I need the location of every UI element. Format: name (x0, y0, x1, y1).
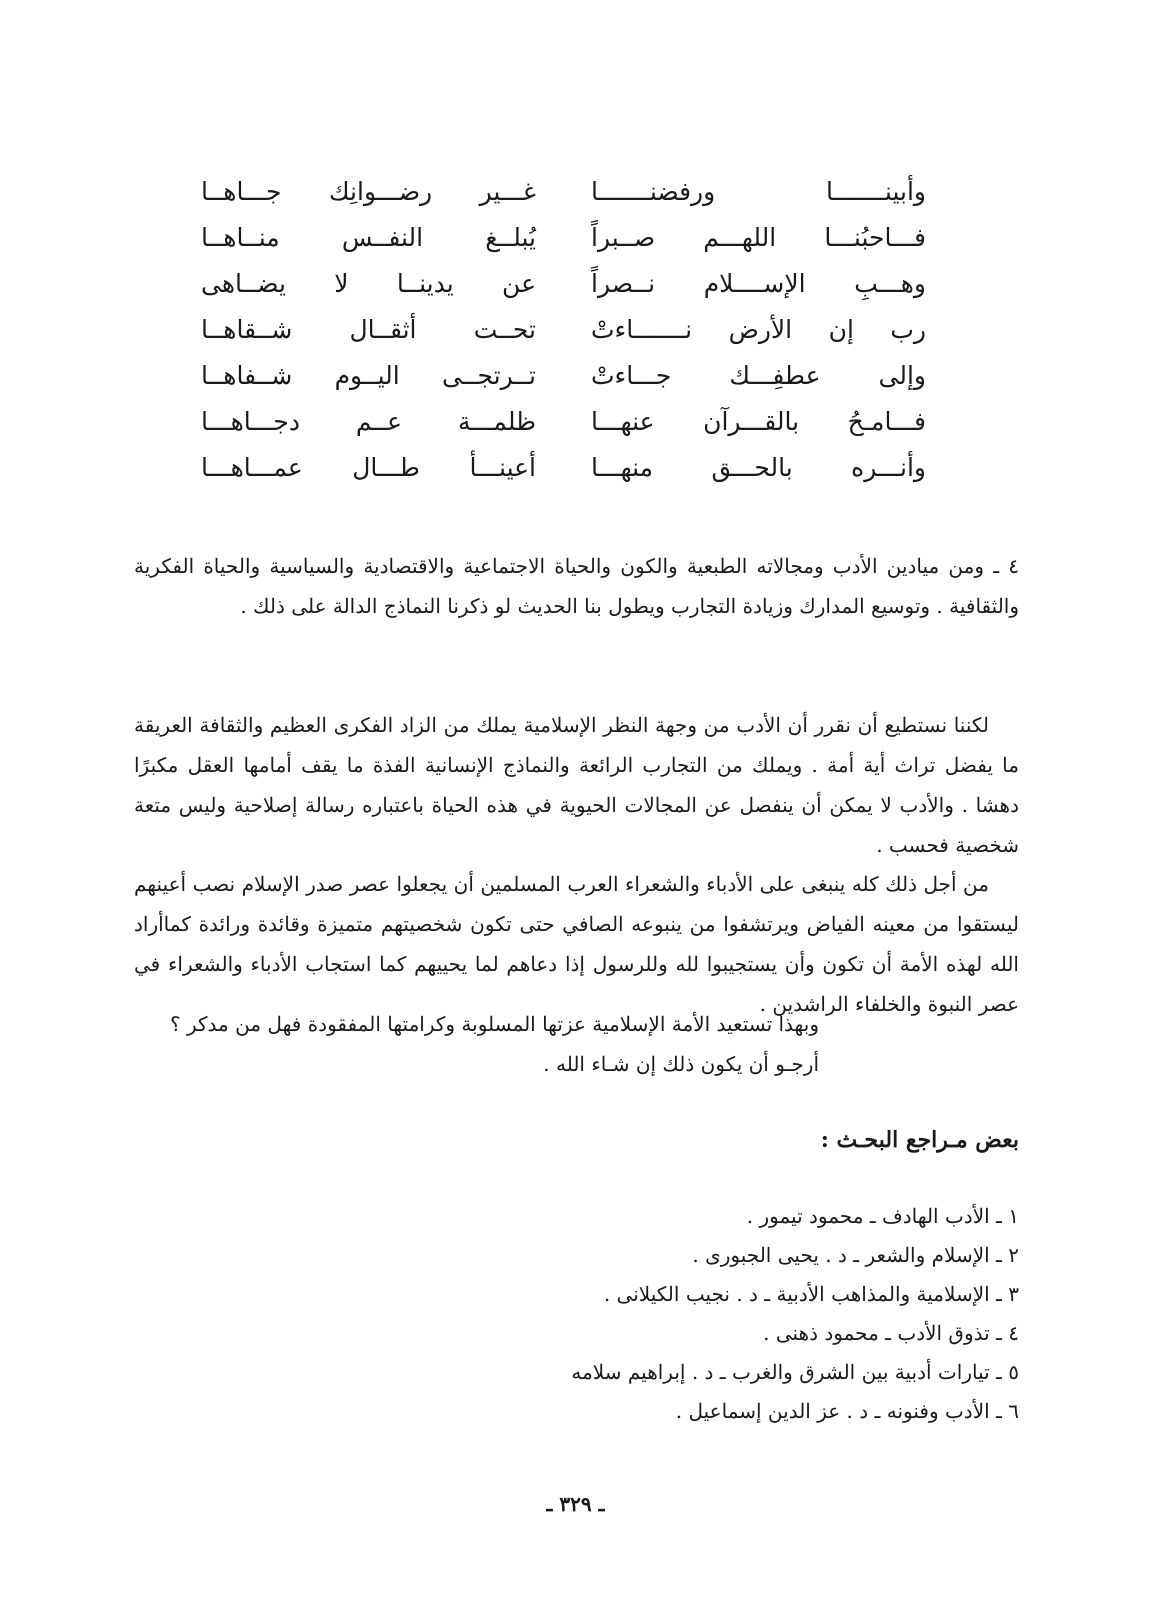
paragraph-conclusion: لكننا نستطيع أن نقرر أن الأدب من وجهة النظر الإسلامية يملك من الزاد الفكرى العظيم والثقافة العريقة ما يفضل تراث أية أمة . ويملك من التجارب الرائعة والنماذج الإنسانية الفذة ما يقف أمامها العقل مكبرًا دهشا . والأدب لا يمكن أن ينفصل عن المجالات الحيوية في هذه الحياة باعتباره رسالة إصلاحية وليس متعة شخصية فحسب . (134, 713, 1019, 857)
reference-item: ٥ ـ تيارات أدبية بين الشرق والغرب ـ د . إبراهيم سلامه (571, 1360, 1019, 1384)
poem-hemistich-left: أعينـــأ طـــال عمـــاهـــا (201, 452, 536, 482)
references-heading: بعض مـراجع البحـث : (820, 1127, 1019, 1153)
poem-hemistich-right: رب إن الأرض نـــــــاءتْ (591, 314, 926, 344)
poem-hemistich-left: تحــت أثقــال شــقاهــا (201, 314, 536, 344)
poem-verse (201, 168, 926, 214)
poem-hemistich-right: وإلى عطفِـــك جـــاءتْ (591, 360, 926, 390)
poem-hemistich-left: غـــير رضـــوانِك جـــاهــا (201, 176, 536, 206)
poem-verse (201, 214, 926, 260)
reference-item: ٤ ـ تذوق الأدب ـ محمود ذهنى . (763, 1321, 1019, 1345)
poem-hemistich-right: فـــامـحُ بالقـــرآن عنهـــا (591, 406, 926, 436)
poem-hemistich-left: تــرتجــى اليــوم شــفاهــا (201, 360, 536, 390)
poem-verse (201, 352, 926, 398)
paragraph-closing-wish: أرجـو أن يكون ذلك إن شـاء الله . (543, 1052, 819, 1076)
reference-item: ٢ ـ الإسلام والشعر ـ د . يحيى الجبورى . (692, 1243, 1019, 1267)
poem-verse (201, 260, 926, 306)
reference-item: ١ ـ الأدب الهادف ـ محمود تيمور . (746, 1204, 1019, 1228)
paragraph-closing-question: وبهذا تستعيد الأمة الإسلامية عزتها المسلوبة وكرامتها المفقودة فهل من مدكر ؟ (170, 1012, 819, 1036)
paragraph-recommendation: من أجل ذلك كله ينبغى على الأدباء والشعراء العرب المسلمين أن يجعلوا عصر صدر الإسلام نصب أعينهم ليستقوا من معينه الفياض ويرتشفوا من ينبوعه الصافي حتى تكون شخصيتهم متميزة وقائدة ورائدة كماأراد الله لهذه الأمة أن تكون وأن يستجيبوا لله وللرسول إذا دعاهم لما يحييهم كما استجاب الأدباء والشعراء في عصر النبوة والخلفاء الراشدين . (134, 872, 1019, 1016)
poem-hemistich-left: ظلمـــة عــم دجـــاهـــا (201, 406, 536, 436)
poem-hemistich-right: فـــاحبُنـــا اللهـــم صــبراً (591, 222, 926, 252)
reference-item: ٦ ـ الأدب وفنونه ـ د . عز الدين إسماعيل . (675, 1399, 1019, 1423)
paragraph-point-4: ٤ ـ ومن ميادين الأدب ومجالاته الطبعية والكون والحياة الاجتماعية والاقتصادية والسياسية والحياة الفكرية والثقافية . وتوسيع المدارك وزيادة التجارب ويطول بنا الحديث لو ذكرنا النماذج الدالة على ذلك . (134, 554, 1020, 618)
reference-item: ٣ ـ الإسلامية والمذاهب الأدبية ـ د . نجيب الكيلانى . (603, 1282, 1019, 1306)
poem-hemistich-left: يُبلــغ النفــس منــاهــا (201, 222, 536, 252)
poem (201, 168, 926, 490)
page-number: ـ ٣٢٩ ـ (546, 1492, 605, 1516)
poem-hemistich-left: عن يدينــا لا يضــاهى (201, 268, 536, 298)
poem-verse (201, 306, 926, 352)
poem-hemistich-right: وأبينـــــــا ورفضنـــــــا (591, 176, 926, 206)
poem-verse (201, 444, 926, 490)
poem-hemistich-right: وأنـــره بالحـــق منهـــا (591, 452, 926, 482)
poem-hemistich-right: وهـــبِ الإســــلام نــصراً (591, 268, 926, 298)
references-list (571, 1197, 1019, 1431)
poem-verse (201, 398, 926, 444)
